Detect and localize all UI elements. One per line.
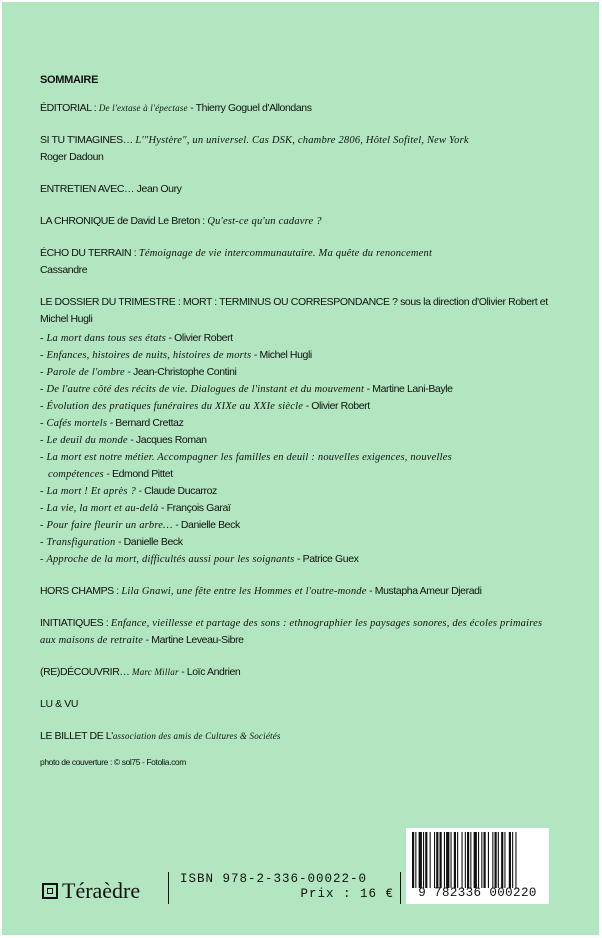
dossier-item-title: - De l'autre côté des récits de vie. Dialogues de l'instant et du mouvement bbox=[40, 384, 365, 395]
entry-lead: INITIATIQUES : bbox=[40, 617, 109, 629]
entry-entretien bbox=[40, 181, 550, 198]
dossier-item-title: - Évolution des pratiques funéraires du XIXe au XXIe siècle bbox=[40, 401, 304, 412]
entry-billet bbox=[40, 728, 550, 745]
entry-lead: LA CHRONIQUE de David Le Breton : bbox=[40, 215, 205, 227]
dossier-item-title: - Approche de la mort, difficultés aussi pour les soignants bbox=[40, 554, 295, 565]
entry-title: association des amis de Cultures & Sociétés bbox=[112, 731, 281, 741]
dossier-item-author: - Bernard Crettaz bbox=[107, 417, 184, 429]
entry-lead: LU & VU bbox=[40, 698, 79, 710]
dossier-item-title: - Le deuil du monde bbox=[40, 435, 128, 446]
entry-author: Roger Dadoun bbox=[40, 151, 104, 163]
divider bbox=[168, 872, 169, 904]
entry-author: - Loïc Andrien bbox=[181, 666, 241, 678]
dossier-item-author: - Edmond Pittet bbox=[103, 468, 173, 480]
entry-author: Cassandre bbox=[40, 264, 88, 276]
dossier-item-author: - François Garaï bbox=[158, 502, 231, 514]
entry-title: Marc Millar bbox=[132, 667, 179, 677]
entry-lead: SI TU T'IMAGINES… bbox=[40, 134, 133, 146]
publisher-name: Téraèdre bbox=[62, 878, 141, 903]
sommaire-heading: SOMMAIRE bbox=[40, 74, 99, 86]
entry-dossier bbox=[40, 294, 550, 568]
dossier-item-title: - Parole de l'ombre bbox=[40, 367, 125, 378]
entry-lead: ÉCHO DU TERRAIN : bbox=[40, 247, 137, 259]
entry-title: L'"Hystère", un universel. Cas DSK, chambre 2806, Hôtel Sofitel, New York bbox=[135, 135, 469, 146]
dossier-item-title: - Pour faire fleurir un arbre… bbox=[40, 520, 173, 531]
publisher bbox=[42, 878, 140, 904]
dossier-item-author: - Olivier Robert bbox=[303, 400, 370, 412]
dossier-item-author: - Jean-Christophe Contini bbox=[124, 366, 237, 378]
entry-lu-vu bbox=[40, 696, 550, 713]
publisher-logo-icon bbox=[42, 883, 58, 899]
dossier-item-author: - Claude Ducarroz bbox=[135, 485, 217, 497]
entry-redecouvrir bbox=[40, 664, 550, 681]
dossier-item-author: - Olivier Robert bbox=[165, 332, 233, 344]
entry-title: Témoignage de vie intercommunautaire. Ma quête du renoncement bbox=[138, 248, 433, 259]
dossier-item bbox=[40, 398, 550, 415]
back-cover bbox=[2, 2, 599, 935]
entry-title: Qu'est-ce qu'un cadavre ? bbox=[207, 216, 322, 227]
dossier-item bbox=[40, 347, 550, 364]
dossier-item bbox=[40, 551, 550, 568]
dossier-list bbox=[40, 330, 550, 568]
entry-title: De l'extase à l'épectase bbox=[98, 103, 188, 113]
dossier-item bbox=[40, 534, 550, 551]
dossier-item bbox=[40, 500, 550, 517]
isbn-block bbox=[180, 872, 394, 901]
dossier-item-title: - Transfiguration bbox=[40, 537, 116, 548]
dossier-item bbox=[40, 364, 550, 381]
dossier-item bbox=[40, 415, 550, 432]
dossier-item bbox=[40, 330, 550, 347]
barcode bbox=[406, 828, 549, 904]
dossier-item bbox=[40, 449, 550, 466]
entry-lead: ÉDITORIAL : bbox=[40, 102, 97, 114]
entry-lead: (RE)DÉCOUVRIR… bbox=[40, 666, 130, 678]
entry-author: - Martine Leveau-Sibre bbox=[145, 634, 244, 646]
entry-echo bbox=[40, 245, 550, 279]
dossier-item-title: compétences bbox=[48, 469, 104, 480]
dossier-item-title: - Cafés mortels bbox=[40, 418, 108, 429]
dossier-item bbox=[40, 466, 550, 483]
entry-author: - Mustapha Ameur Djeradi bbox=[369, 585, 482, 597]
dossier-item bbox=[40, 517, 550, 534]
dossier-item-title: - Enfances, histoires de nuits, histoires de morts bbox=[40, 350, 252, 361]
entry-title: Lila Gnawi, une fête entre les Hommes et l'outre-monde bbox=[121, 586, 367, 597]
dossier-item-title: - La mort est notre métier. Accompagner les familles en deuil : nouvelles exigences, nouvelles bbox=[40, 452, 452, 463]
dossier-item bbox=[40, 483, 550, 500]
entry-lead: LE DOSSIER DU TRIMESTRE : MORT : TERMINUS OU CORRESPONDANCE ? sous la direction d'Olivier Robert et Michel Hugli bbox=[40, 296, 548, 325]
barcode-bars-icon bbox=[412, 832, 543, 888]
dossier-item-author: - Michel Hugli bbox=[251, 349, 312, 361]
entry-editorial bbox=[40, 100, 550, 117]
entry-hors-champs bbox=[40, 583, 550, 600]
entry-lead: ENTRETIEN AVEC… Jean Oury bbox=[40, 183, 182, 195]
dossier-item-author: - Martine Lani-Bayle bbox=[364, 383, 453, 395]
entry-author: - Thierry Goguel d'Allondans bbox=[190, 102, 312, 114]
dossier-item bbox=[40, 432, 550, 449]
dossier-item-title: - La vie, la mort et au-delà bbox=[40, 503, 159, 514]
entry-lead: HORS CHAMPS : bbox=[40, 585, 119, 597]
dossier-item-author: - Patrice Guex bbox=[294, 553, 359, 565]
price: Prix : 16 € bbox=[300, 887, 394, 901]
dossier-item-title: - La mort dans tous ses états bbox=[40, 333, 166, 344]
barcode-number: 9 782336 000220 bbox=[418, 886, 537, 900]
dossier-item bbox=[40, 381, 550, 398]
entry-si-tu bbox=[40, 132, 550, 166]
divider bbox=[400, 872, 401, 904]
photo-credit: photo de couverture : © sol75 - Fotolia.com bbox=[40, 757, 186, 767]
dossier-item-title: - La mort ! Et après ? bbox=[40, 486, 136, 497]
dossier-item-author: - Danielle Beck bbox=[115, 536, 183, 548]
entry-chronique bbox=[40, 213, 550, 230]
entry-title: Enfance, vieillesse et partage des sons : ethnographier les paysages sonores, des écoles primaires aux maisons de retraite bbox=[40, 618, 543, 646]
dossier-item-author: - Danielle Beck bbox=[172, 519, 240, 531]
isbn-number: ISBN 978-2-336-00022-0 bbox=[180, 872, 368, 886]
entry-lead: LE BILLET DE L' bbox=[40, 730, 113, 742]
entry-initiatiques bbox=[40, 615, 550, 649]
dossier-item-author: - Jacques Roman bbox=[127, 434, 207, 446]
table-of-contents bbox=[40, 74, 550, 767]
